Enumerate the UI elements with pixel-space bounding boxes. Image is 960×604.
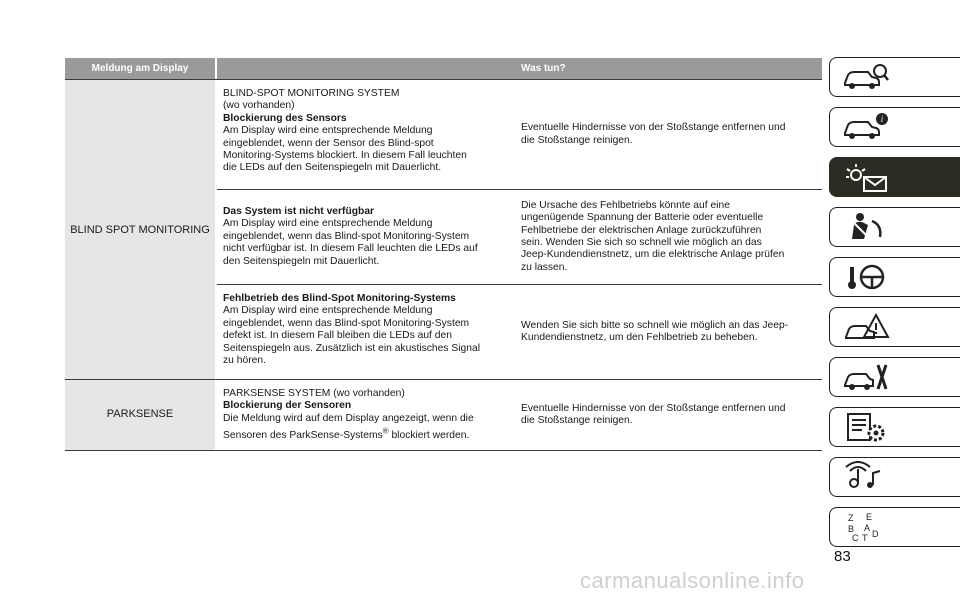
car-search-icon <box>842 61 890 93</box>
tab-maintenance[interactable] <box>829 357 960 397</box>
message-title: Blockierung der Sensoren <box>223 400 352 412</box>
tab-car-search[interactable] <box>829 57 960 97</box>
message-body-cont: Sensoren des ParkSense-Systems® blockiert werden. <box>223 426 470 441</box>
car-info-icon <box>842 111 890 143</box>
tab-safety[interactable] <box>829 207 960 247</box>
action-cell <box>513 190 822 284</box>
table-row <box>217 80 822 189</box>
message-cell <box>217 285 513 379</box>
svg-text:C: C <box>852 533 859 543</box>
system-title: BLIND-SPOT MONITORING SYSTEM <box>223 88 400 99</box>
tab-starting-driving[interactable] <box>829 257 960 297</box>
action-cell <box>513 285 822 379</box>
message-body: Am Display wird eine entsprechende Meldung eingeblendet, wenn der Sensor des Blind-spot Monitoring-Systems blockiert. In diesem Fall leuchten die LEDs auf den Seitenspiegeln mit Dauerlicht. <box>223 125 467 174</box>
svg-text:A: A <box>864 523 871 533</box>
message-body: Am Display wird eine entsprechende Meldung eingeblendet, wenn das Blind-spot Monitoring-System nicht verfügbar ist. In diesem Fall leuchten die LEDs auf den Seitenspiegeln mit Dauerlicht. <box>223 218 478 267</box>
table-row <box>217 284 822 379</box>
tab-multimedia[interactable] <box>829 457 960 497</box>
header-message: Meldung am Display <box>91 63 189 74</box>
svg-text:B: B <box>848 524 855 534</box>
multimedia-music-icon <box>842 461 890 493</box>
message-body: Am Display wird eine entsprechende Meldung eingeblendet, wenn das Blind-spot Monitoring-System defekt ist. In diesem Fall bleiben die LEDs auf den Seitenspiegeln aus. Zusätzlich ist ein akustisches Signal zu hören. <box>223 305 480 367</box>
message-table <box>65 58 822 451</box>
message-title: Das System ist nicht verfügbar <box>223 206 375 217</box>
alphabetical-index-icon <box>842 511 890 543</box>
table-header <box>65 58 822 79</box>
tab-technical-data[interactable] <box>829 407 960 447</box>
page-number: 83 <box>834 548 851 565</box>
seatbelt-airbag-icon <box>842 211 890 243</box>
tab-emergency[interactable] <box>829 307 960 347</box>
action-cell <box>513 380 822 450</box>
watermark: carmanualsonline.info <box>580 568 805 593</box>
car-service-tools-icon <box>842 361 890 393</box>
message-cell <box>217 380 513 450</box>
table-row <box>217 380 822 450</box>
car-accident-icon <box>842 311 890 343</box>
message-body: Die Meldung wird auf dem Display angezeigt, wenn die <box>223 412 474 424</box>
tab-car-info[interactable] <box>829 107 960 147</box>
message-cell <box>217 190 513 284</box>
system-title: PARKSENSE SYSTEM (wo vorhanden) <box>223 388 405 399</box>
key-steering-wheel-icon <box>842 261 890 293</box>
specifications-gear-icon <box>842 411 890 443</box>
action-cell <box>513 80 822 189</box>
svg-text:i: i <box>880 114 884 124</box>
svg-text:E: E <box>866 512 873 522</box>
table-row <box>217 189 822 284</box>
tab-warning-lights[interactable] <box>829 157 960 197</box>
tab-index[interactable] <box>829 507 960 547</box>
group-name: BLIND SPOT MONITORING <box>65 80 215 379</box>
action-text: Wenden Sie sich bitte so schnell wie möglich an das Jeep- Kundendienstnetz, um den Fehlbetrieb zu beheben. <box>521 319 789 343</box>
svg-text:Z: Z <box>848 513 854 523</box>
action-text: Eventuelle Hindernisse von der Stoßstange entfernen und die Stoßstange reinigen. <box>521 402 786 426</box>
message-title: Blockierung des Sensors <box>223 112 347 124</box>
action-text: Eventuelle Hindernisse von der Stoßstange entfernen und die Stoßstange reinigen. <box>521 122 786 146</box>
message-title: Fehlbetrieb des Blind-Spot Monitoring-Systems <box>223 293 456 304</box>
warning-light-message-icon <box>842 161 890 193</box>
group-name: PARKSENSE <box>65 380 215 450</box>
message-cell <box>217 80 513 189</box>
group-blind-spot <box>65 79 822 380</box>
svg-text:D: D <box>872 529 879 539</box>
header-action: Was tun? <box>521 63 566 74</box>
group-parksense <box>65 380 822 451</box>
system-note: (wo vorhanden) <box>223 100 295 112</box>
action-text: Die Ursache des Fehlbetriebs könnte auf eine ungenügende Spannung der Batterie oder eventuelle Fehlbetriebe der elektrischen Anlage zurückzuführen sein. Wenden Sie sich so schnell wie möglich an das Jeep-Kundendienstnetz, um die elektrische Anlage prüfen zu lassen. <box>521 199 785 273</box>
svg-text:T: T <box>862 533 868 543</box>
